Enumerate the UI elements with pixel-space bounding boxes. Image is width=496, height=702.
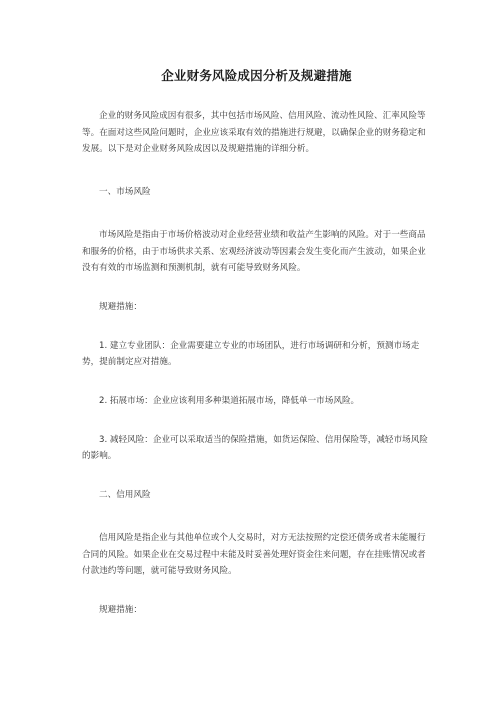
spacer: [82, 201, 431, 227]
section-heading-market-risk: 一、市场风险: [99, 187, 151, 198]
spacer: [82, 371, 431, 393]
spacer: [82, 158, 431, 184]
section-heading-credit-risk: 二、信用风险: [99, 490, 151, 501]
spacer: [82, 316, 431, 338]
spacer: [82, 580, 431, 602]
measures-label: 规避措施：: [99, 604, 142, 615]
measure-item: 1. 建立专业团队：企业需要建立专业的市场团队，进行市场调研和分析，预测市场走势，提前制定应对措施。: [82, 340, 420, 368]
spacer: [82, 504, 431, 530]
measure-item: 2. 拓展市场：企业应该利用多种渠道拓展市场，降低单一市场风险。: [99, 396, 360, 407]
market-risk-paragraph: 市场风险是指由于市场价格波动对企业经营业绩和收益产生影响的风险。对于一些商品和服务的价格，由于市场供求关系、宏观经济波动等因素会发生变化而产生波动，如果企业没有有效的市场监测和预测机制，就有可能导致财务风险。: [82, 229, 426, 274]
credit-risk-paragraph: 信用风险是指企业与其他单位或个人交易时，对方无法按照约定偿还债务或者未能履行合同的风险。如果企业在交易过程中未能及时妥善处理好资金往来问题，存在挂账情况或者付款违约等问题，就可能导致财务风险。: [82, 532, 426, 577]
spacer: [82, 465, 431, 487]
intro-paragraph: 企业的财务风险成因有很多，其中包括市场风险、信用风险、流动性风险、汇率风险等等。在面对这些风险问题时，企业应该采取有效的措施进行规避，以确保企业的财务稳定和发展。以下是对企业财务风险成因以及规避措施的详细分析。: [82, 111, 426, 155]
measures-label: 规避措施：: [99, 301, 142, 312]
measure-item: 3. 减轻风险：企业可以采取适当的保险措施，如货运保险、信用保险等，减轻市场风险的影响。: [82, 434, 428, 462]
document-title: 企业财务风险成因分析及规避措施: [161, 68, 352, 83]
spacer: [82, 410, 431, 432]
spacer: [82, 277, 431, 299]
